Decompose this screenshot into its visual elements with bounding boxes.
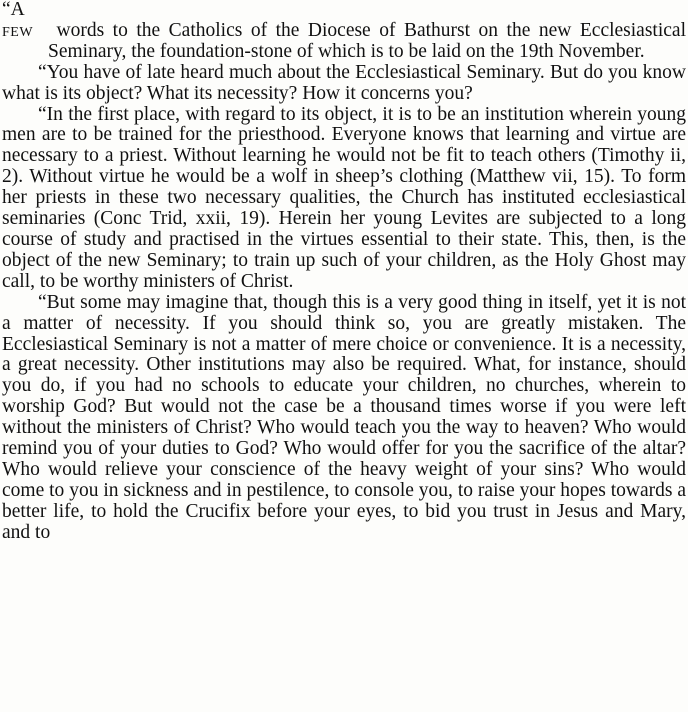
paragraph-necessity: “But some may imagine that, though this is a very good thing in itself, yet it is not a matter of necessity. If you should think so, you are greatly mistaken. The Ecclesiastical Seminary is not a matter of mere choice or convenience. It is a necessity, a great necessity. Other institutions may also be required. What, for instance, should you do, if you had no schools to educate your children, no churches, wherein to worship God? But would not the case be a thousand times worse if you were left without the ministers of Christ? Who would teach you the way to heaven? Who would remind you of your duties to God? Who would offer for you the sacrifice of the altar? Who would relieve your conscience of the heavy weight of your sins? Who would come to you in sickness and in pestilence, to console you, to raise your hopes towards a better life, to hold the Crucifix before your eyes, to bid you trust in Jesus and Mary, and to	[2, 291, 686, 543]
paragraph-question: “You have of late heard much about the Ecclesiastical Seminary. But do you know what is its object? What its necessity? How it concerns you?	[2, 61, 686, 104]
lede-paragraph	[2, 0, 686, 63]
lede-opening	[2, 0, 48, 42]
article-body	[2, 0, 686, 544]
opening-quote: “	[2, 0, 11, 20]
lede-initial-word: A few	[2, 0, 34, 41]
lede-text: words to the Catholics of the Diocese of Bathurst on the new Ecclesiastical Seminary, the foundation-stone of which is to be laid on the 19th November.	[48, 19, 686, 62]
paragraph-object: “In the first place, with regard to its object, it is to be an institution wherein young men are to be trained for the priesthood. Everyone knows that learning and virtue are necessary to a priest. Without learning he would not be fit to teach others (Timothy ii, 2). Without virtue he would be a wolf in sheep’s clothing (Matthew vii, 15). To form her priests in these two necessary qualities, the Church has instituted ecclesiastical seminaries (Conc Trid, xxii, 19). Herein her young Levites are subjected to a long course of study and practised in the virtues essential to their state. This, then, is the object of the new Seminary; to train up such of your children, as the Holy Ghost may call, to be worthy ministers of Christ.	[2, 103, 686, 292]
